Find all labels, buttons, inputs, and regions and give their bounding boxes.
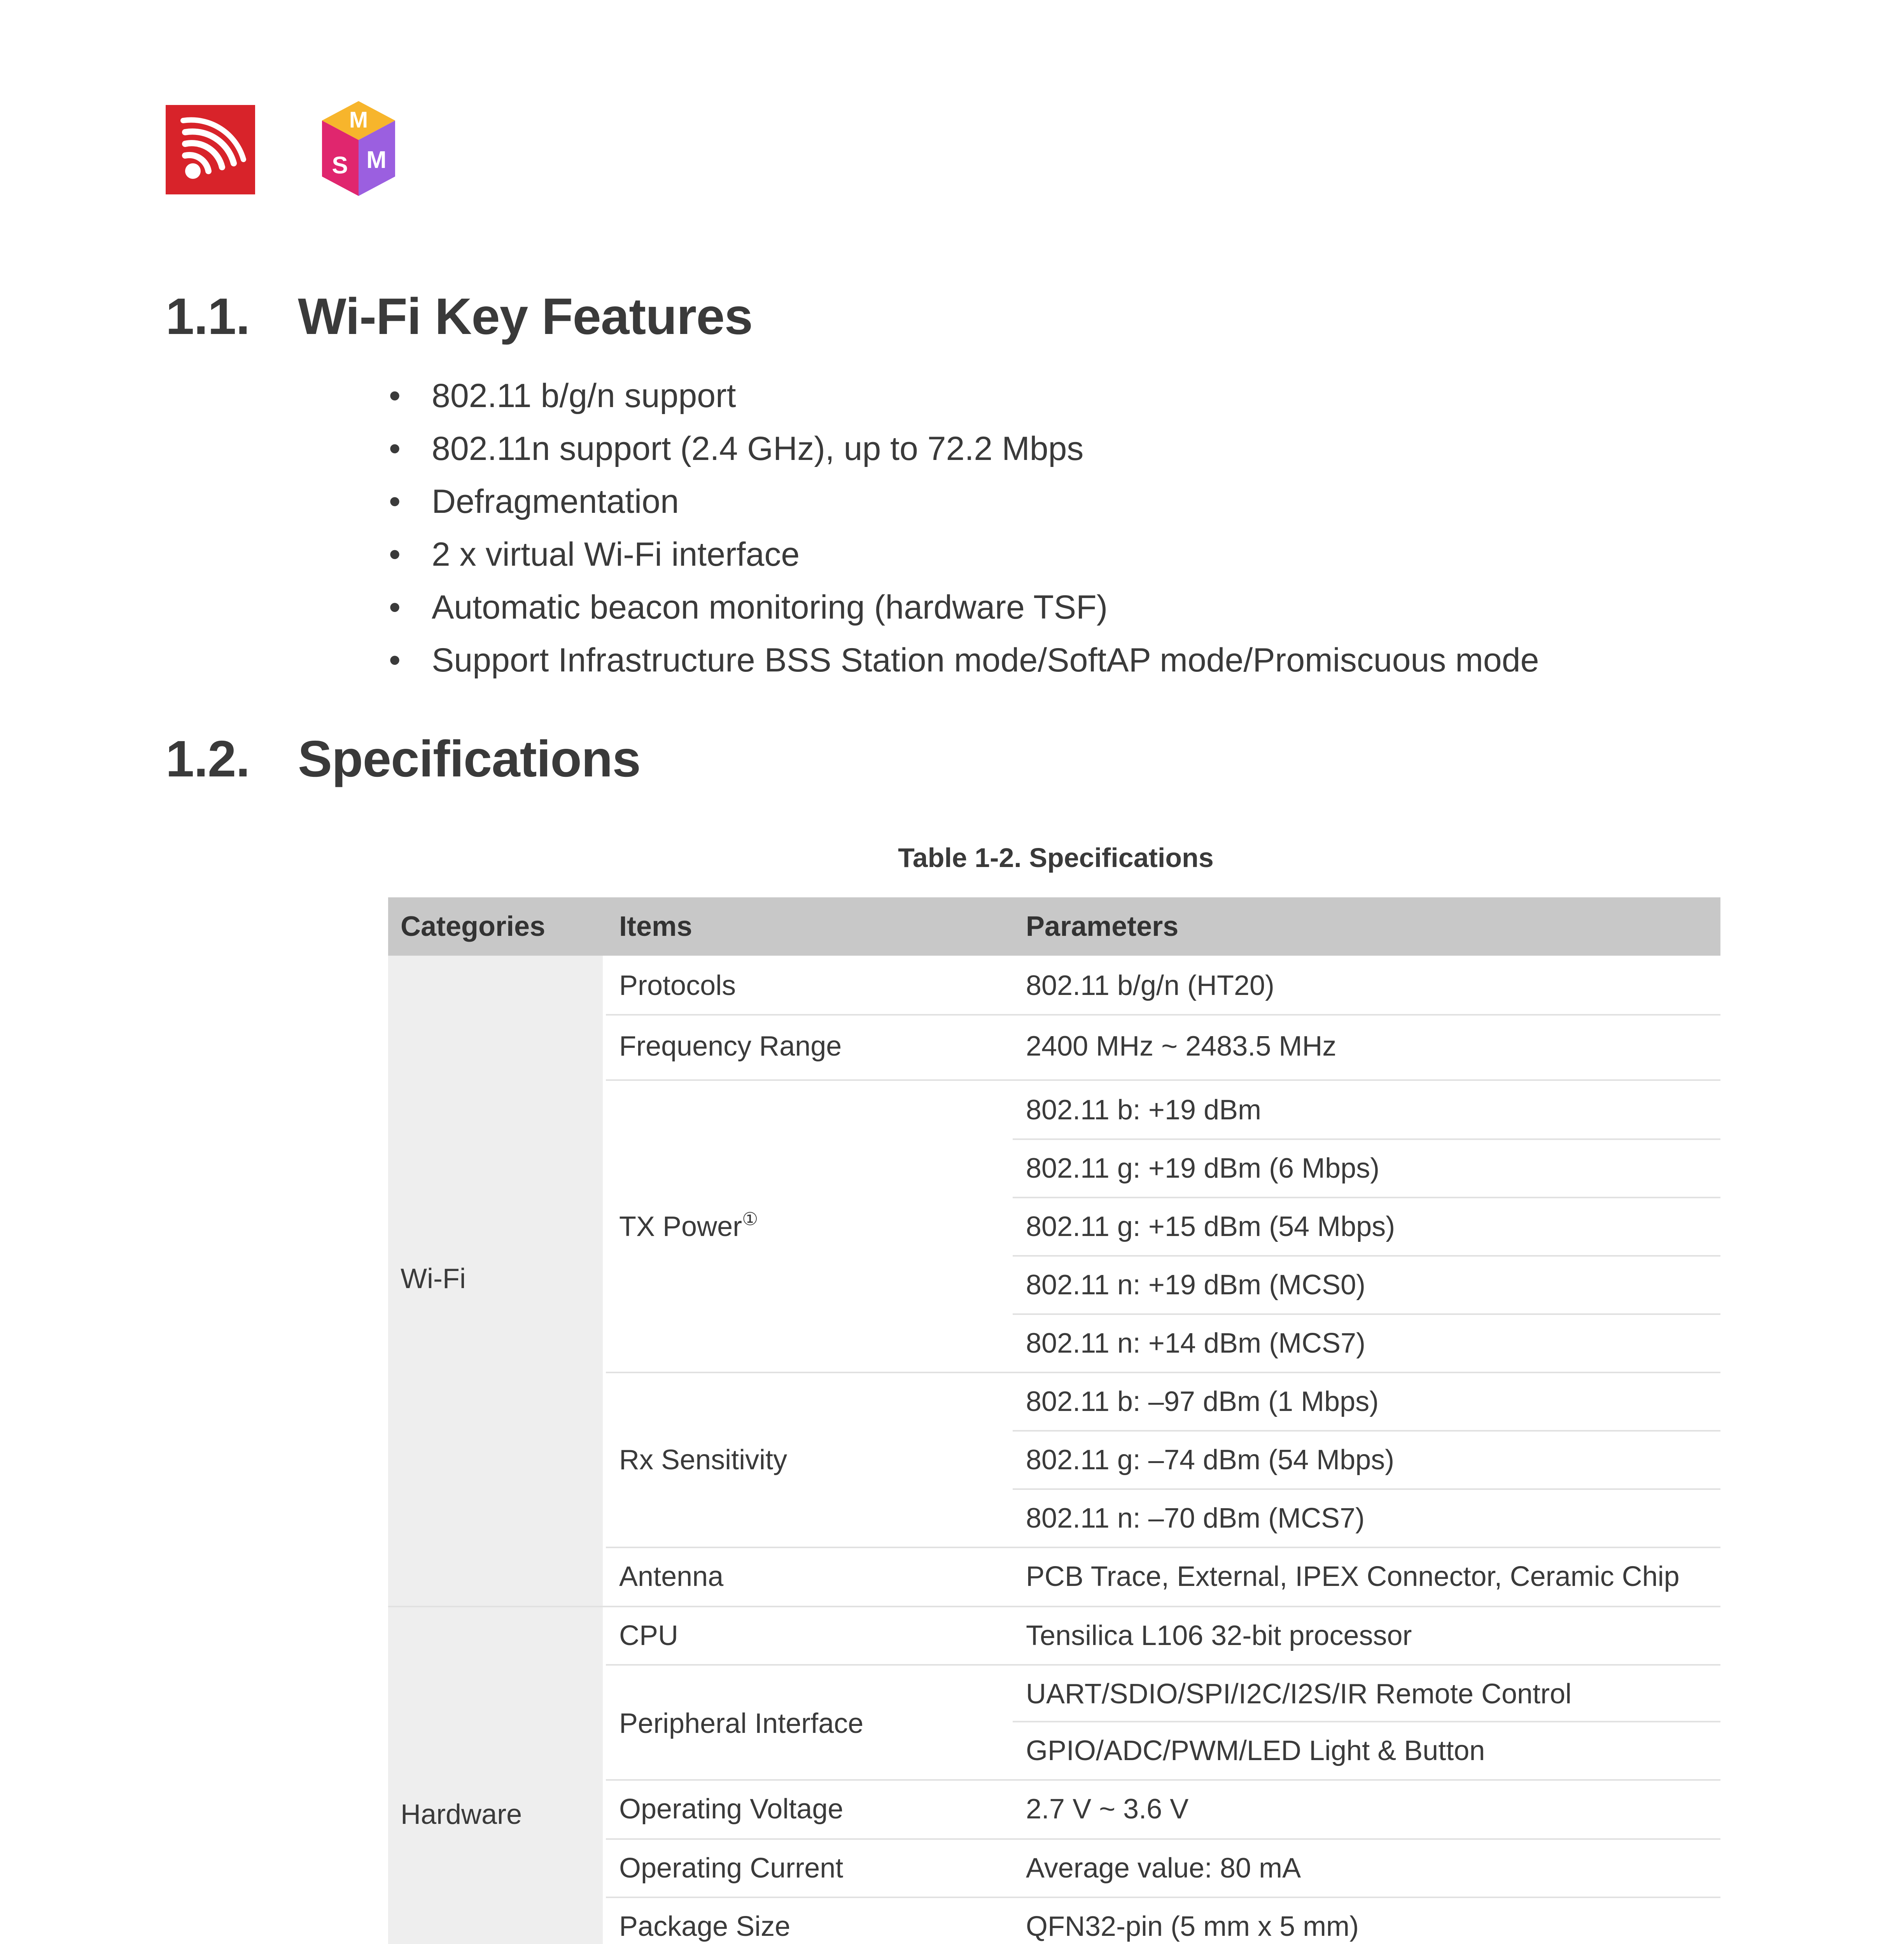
item-tx-power: TX Power① [619,1209,758,1242]
section-title: Wi-Fi Key Features [298,288,753,345]
param-rx-sensitivity: 802.11 b: –97 dBm (1 Mbps) [1026,1386,1379,1417]
param-rx-sensitivity: 802.11 g: –74 dBm (54 Mbps) [1026,1444,1395,1475]
list-item: • Defragmentation [389,475,1539,528]
list-item: • 802.11n support (2.4 GHz), up to 72.2 Mbps [389,422,1539,475]
item-operating-voltage: Operating Voltage [619,1794,844,1825]
param-package-size: QFN32-pin (5 mm x 5 mm) [1026,1911,1359,1942]
item-cpu: CPU [619,1620,679,1651]
header-parameters: Parameters [1026,911,1179,942]
list-item: • Support Infrastructure BSS Station mode/SoftAP mode/Promiscuous mode [389,634,1539,687]
section-title: Specifications [298,730,640,787]
item-operating-current: Operating Current [619,1853,844,1884]
param-antenna: PCB Trace, External, IPEX Connector, Ceramic Chip [1026,1561,1680,1592]
svg-text:M: M [349,107,368,133]
param-tx-power: 802.11 g: +15 dBm (54 Mbps) [1026,1211,1395,1242]
param-tx-power: 802.11 n: +19 dBm (MCS0) [1026,1269,1366,1301]
bullet-icon: • [389,589,401,626]
bullet-icon: • [389,536,401,573]
bullet-icon: • [389,483,401,520]
table-caption: Table 1-2. Specifications [898,843,1214,873]
category-wifi: Wi-Fi [388,956,603,1606]
item-rx-sensitivity: Rx Sensitivity [619,1444,788,1475]
espressif-logo [166,105,255,194]
header-categories: Categories [401,911,546,942]
param-peripheral-interface: UART/SDIO/SPI/I2C/I2S/IR Remote Control [1026,1678,1572,1710]
bullet-icon: • [389,642,401,679]
item-antenna: Antenna [619,1561,724,1592]
section-heading-specifications [166,729,640,788]
param-tx-power: 802.11 b: +19 dBm [1026,1094,1262,1126]
item-frequency-range: Frequency Range [619,1031,842,1062]
header-items: Items [619,911,693,942]
list-item: • 802.11 b/g/n support [389,369,1539,422]
param-frequency-range: 2400 MHz ~ 2483.5 MHz [1026,1031,1337,1062]
list-item: • Automatic beacon monitoring (hardware TSF) [389,581,1539,634]
section-number: 1.2. [166,730,250,787]
item-protocols: Protocols [619,970,736,1001]
bullet-icon: • [389,430,401,467]
param-rx-sensitivity: 802.11 n: –70 dBm (MCS7) [1026,1503,1365,1534]
section-number: 1.1. [166,288,250,345]
param-operating-voltage: 2.7 V ~ 3.6 V [1026,1794,1189,1825]
list-item: • 2 x virtual Wi-Fi interface [389,528,1539,581]
feature-list [389,369,1539,687]
footnote-marker: ① [742,1209,758,1229]
param-tx-power: 802.11 n: +14 dBm (MCS7) [1026,1328,1366,1359]
section-heading-wifi-features [166,287,752,346]
msm-logo [314,100,403,198]
param-cpu: Tensilica L106 32-bit processor [1026,1620,1412,1651]
table-header [388,897,1720,956]
param-tx-power: 802.11 g: +19 dBm (6 Mbps) [1026,1153,1380,1184]
svg-text:M: M [366,147,387,173]
param-operating-current: Average value: 80 mA [1026,1853,1301,1884]
bullet-icon: • [389,377,401,414]
item-package-size: Package Size [619,1911,791,1942]
param-peripheral-interface: GPIO/ADC/PWM/LED Light & Button [1026,1735,1485,1766]
item-peripheral-interface: Peripheral Interface [619,1708,864,1739]
category-hardware: Hardware [388,1607,603,1944]
param-protocols: 802.11 b/g/n (HT20) [1026,970,1275,1001]
svg-text:S: S [332,152,348,179]
